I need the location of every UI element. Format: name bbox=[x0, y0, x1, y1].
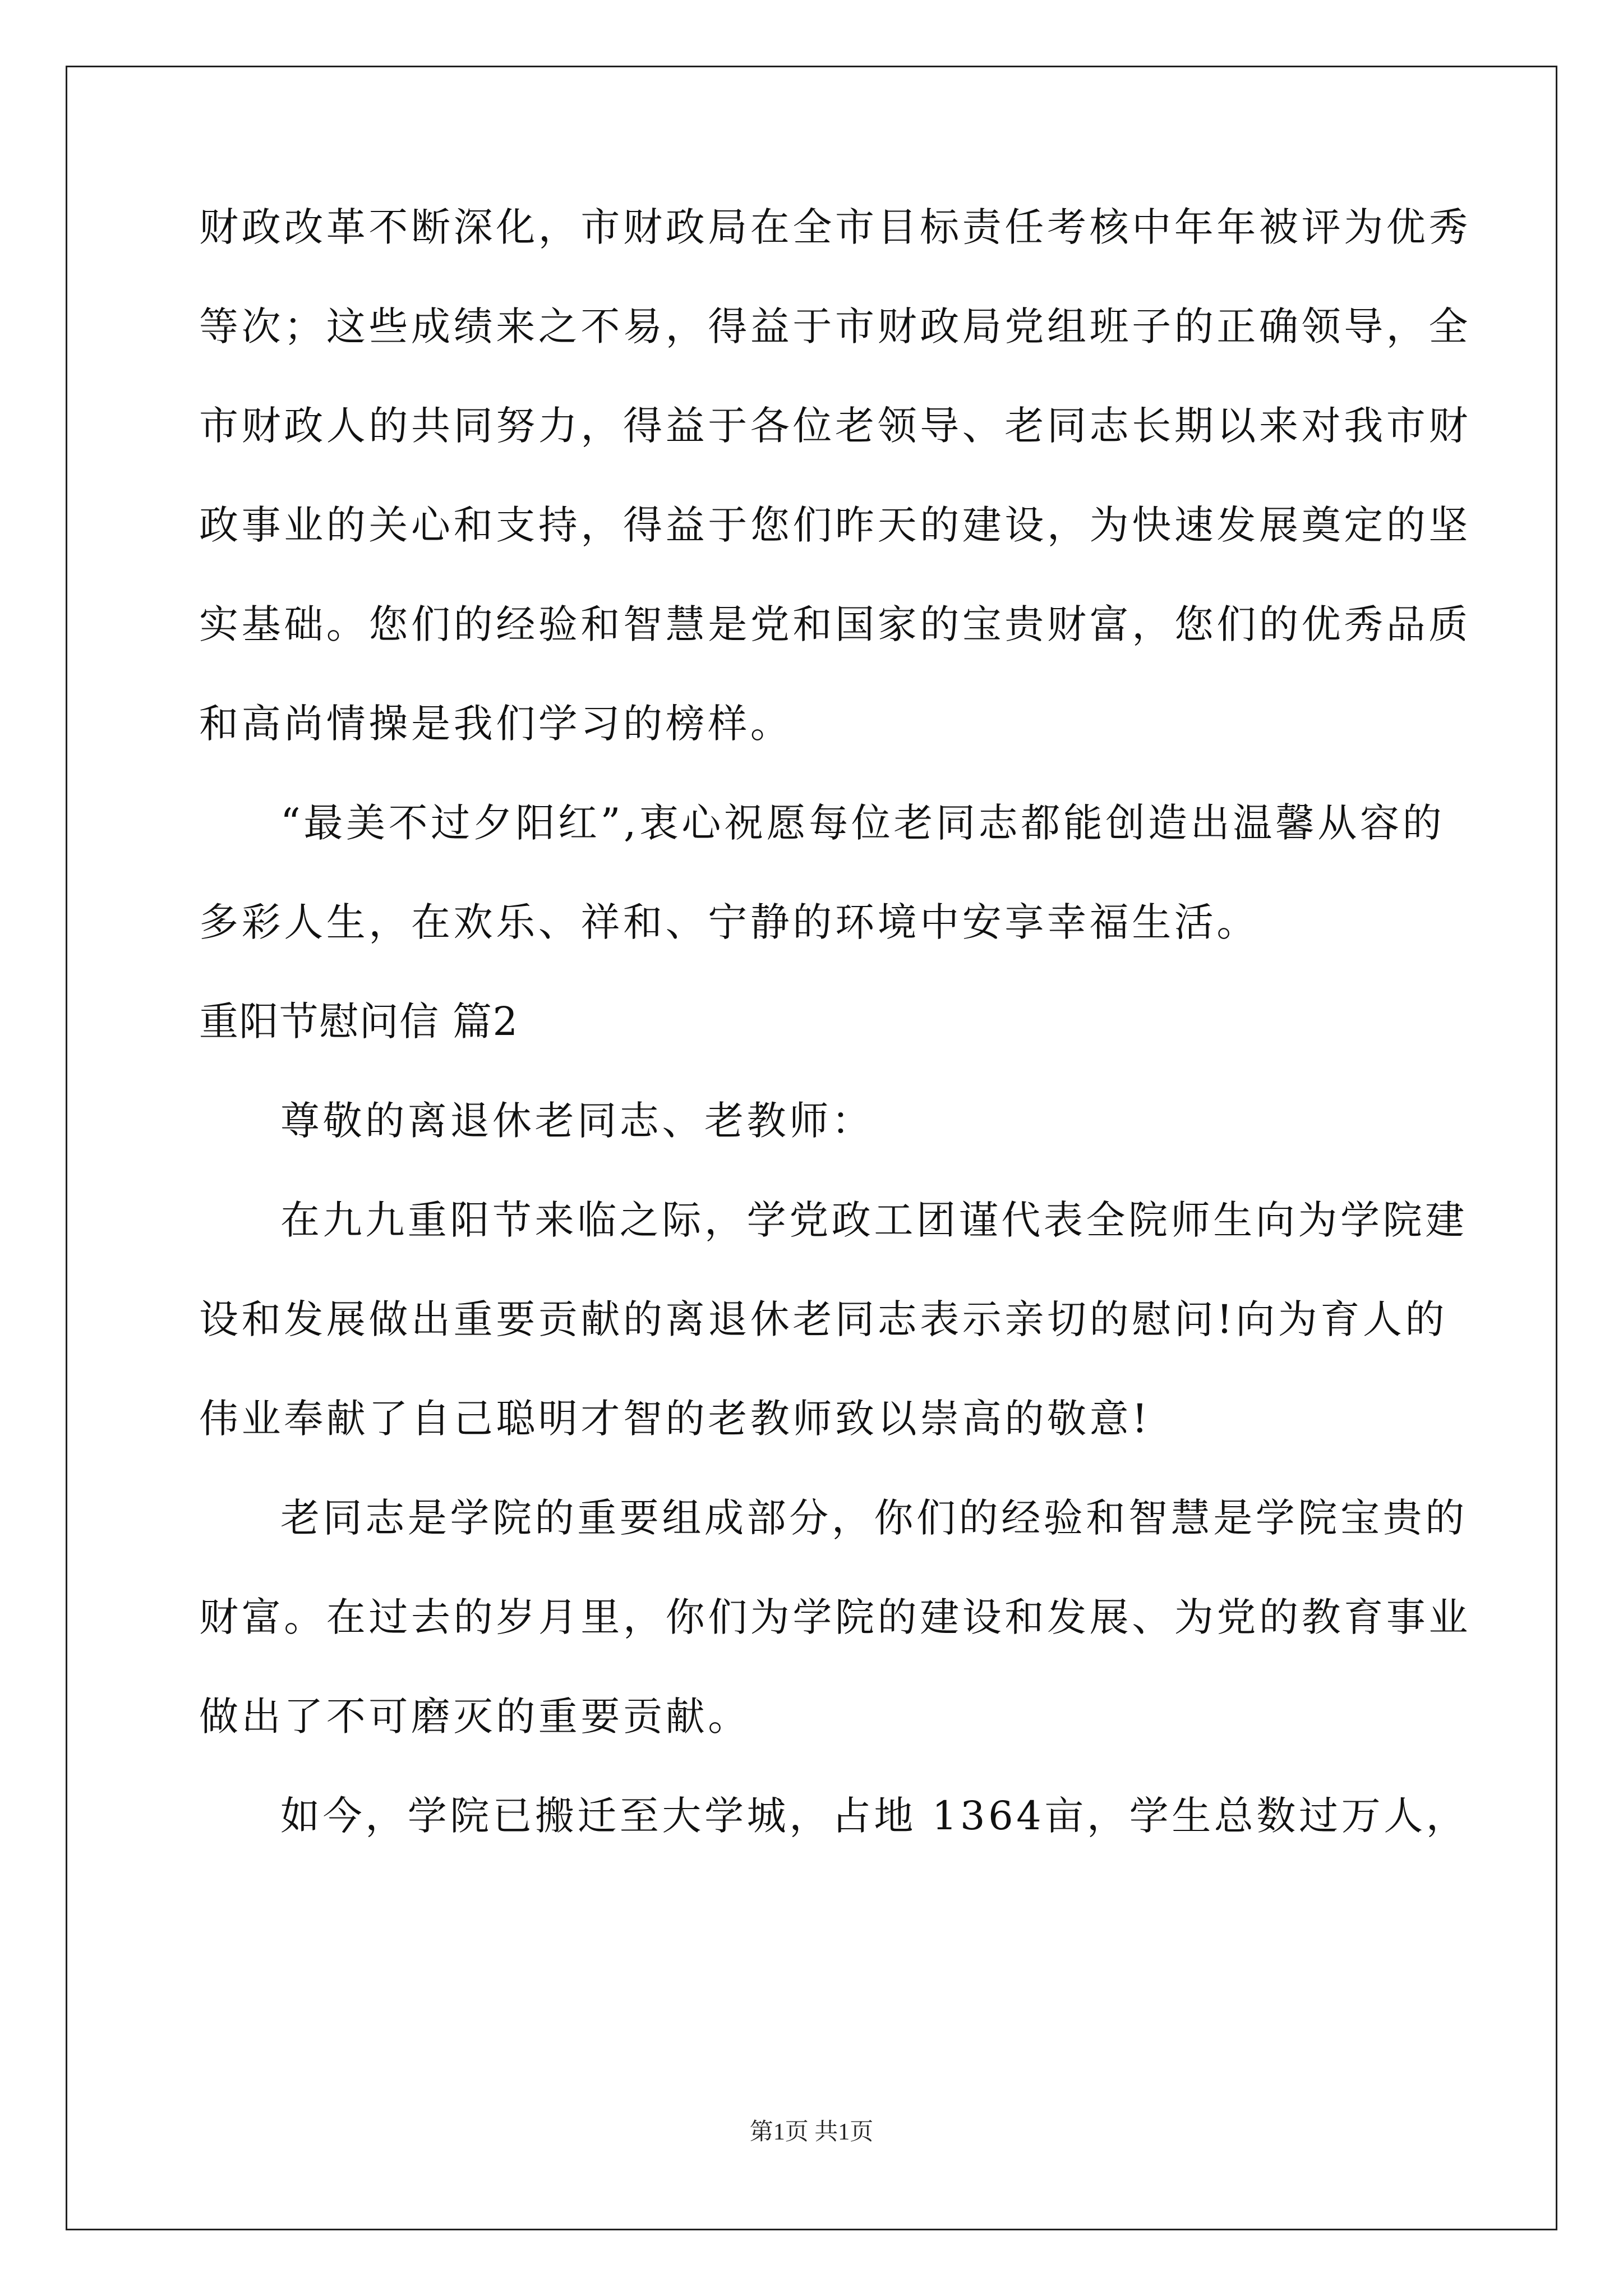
text-line: 政事业的关心和支持，得益于您们昨天的建设，为快速发展奠定的坚 bbox=[199, 502, 1471, 548]
salutation-line: 尊敬的离退休老同志、老教师： bbox=[280, 1098, 874, 1144]
document-body bbox=[199, 204, 1471, 1895]
text-line: 财富。在过去的岁月里，你们为学院的建设和发展、为党的教育事业 bbox=[199, 1594, 1471, 1640]
section-heading: 重阳节慰问信 篇2 bbox=[199, 999, 519, 1045]
text-line: 多彩人生，在欢乐、祥和、宁静的环境中安享幸福生活。 bbox=[199, 899, 1259, 945]
text-line: 等次；这些成绩来之不易，得益于市财政局党组班子的正确领导，全 bbox=[199, 303, 1471, 349]
text-line: 实基础。您们的经验和智慧是党和国家的宝贵财富，您们的优秀品质 bbox=[199, 601, 1471, 647]
text-line: 设和发展做出重要贡献的离退休老同志表示亲切的慰问!向为育人的 bbox=[199, 1296, 1448, 1342]
text-line: 老同志是学院的重要组成部分，你们的经验和智慧是学院宝贵的 bbox=[280, 1495, 1468, 1541]
text-line: 在九九重阳节来临之际，学党政工团谨代表全院师生向为学院建 bbox=[280, 1197, 1468, 1243]
text-line: 如今，学院已搬迁至大学城，占地 1364亩，学生总数过万人， bbox=[280, 1793, 1469, 1839]
text-line: 财政改革不断深化，市财政局在全市目标责任考核中年年被评为优秀 bbox=[199, 204, 1471, 250]
text-line: 做出了不可磨灭的重要贡献。 bbox=[199, 1694, 750, 1740]
text-line: 和高尚情操是我们学习的榜样。 bbox=[199, 701, 793, 747]
page-footer: 第1页 共1页 bbox=[749, 2119, 874, 2145]
text-line: “最美不过夕阳红”,衷心祝愿每位老同志都能创造出温馨从容的 bbox=[280, 800, 1445, 846]
text-line: 伟业奉献了自己聪明才智的老教师致以崇高的敬意! bbox=[199, 1396, 1151, 1442]
text-line: 市财政人的共同努力，得益于各位老领导、老同志长期以来对我市财 bbox=[199, 403, 1471, 449]
